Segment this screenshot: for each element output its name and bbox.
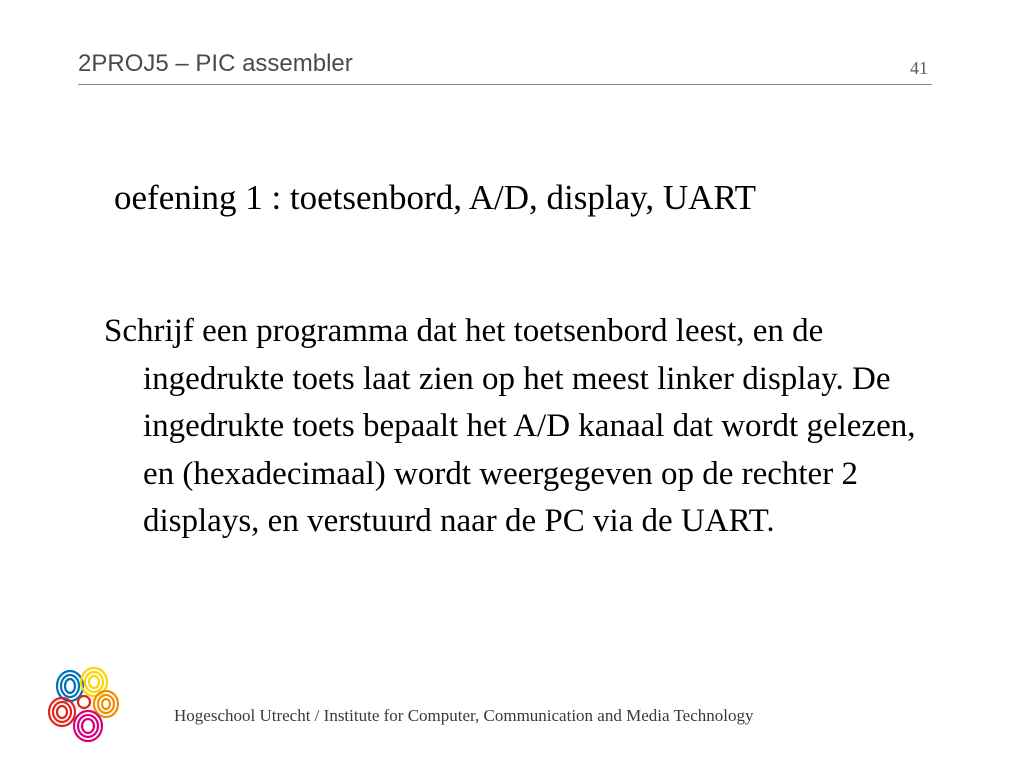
exercise-heading: oefening 1 : toetsenbord, A/D, display, UART xyxy=(114,178,757,217)
footer-institution: Hogeschool Utrecht / Institute for Computer, Communication and Media Technology xyxy=(174,706,754,725)
slide-header-title: 2PROJ5 – PIC assembler xyxy=(78,50,353,77)
header-divider xyxy=(78,84,932,85)
exercise-description: Schrijf een programma dat het toetsenbord leest, en de ingedrukte toets laat zien op het meest linker display. De ingedrukte toets bepaalt het A/D kanaal dat wordt gelezen, en (hexadecimaal) wordt weergegeven op de rechter 2 displays, en verstuurd naar de PC via de UART. xyxy=(104,313,916,539)
fingerprint-flower-logo-icon xyxy=(44,662,124,746)
page-number: 41 xyxy=(910,58,928,78)
